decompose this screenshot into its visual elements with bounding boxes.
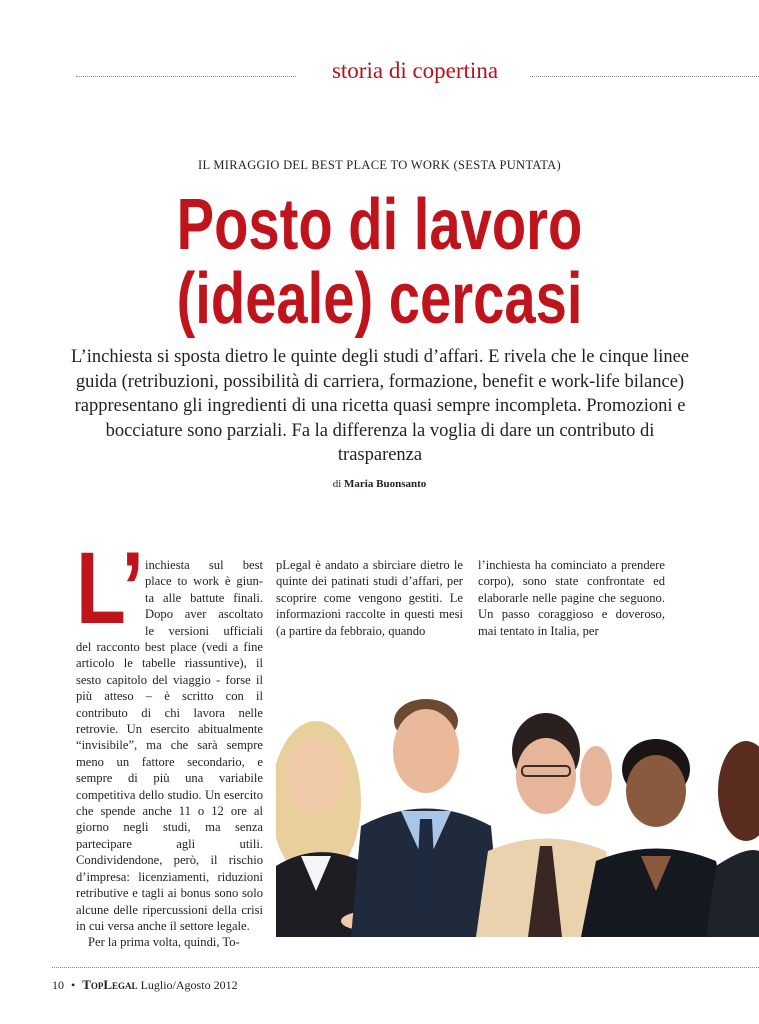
col1-line: le versioni ufficiali — [145, 623, 263, 638]
page-footer — [52, 977, 238, 993]
col1-line: place to work è giun- — [145, 574, 263, 589]
article-title-line-2: (ideale) cercasi — [176, 259, 583, 339]
byline-prefix: di — [332, 478, 342, 490]
column-1-body — [76, 639, 263, 951]
column-1-top — [145, 557, 263, 639]
article-kicker: IL MIRAGGIO DEL BEST PLACE TO WORK (SESTA PUNTATA) — [198, 158, 561, 172]
business-people-illustration — [276, 651, 759, 937]
author-name: Maria Buonsanto — [344, 478, 427, 490]
article-standfirst: L’inchiesta si sposta dietro le quinte degli studi d’affari. E rivela che le cinque linee guida (retribuzioni, possibilità di carriera, formazione, benefit e work-life bilance) rappresentano gli ingredienti di una ricetta quasi sempre incompleta. Promozioni e bocciature sono parziali. Fa la differenza la voglia di dare un contributo di trasparenza — [70, 347, 689, 465]
header-rule-right — [530, 76, 759, 77]
footer-rule — [52, 967, 759, 968]
header-rule-left — [76, 76, 296, 77]
column-2 — [276, 557, 463, 639]
group-photo — [276, 651, 759, 937]
section-title: storia di copertina — [331, 58, 499, 83]
col1-paragraph-last: Per la prima volta, quindi, To- — [88, 935, 240, 950]
drop-cap: L’ — [76, 531, 145, 645]
col1-line: ta alle battute finali. — [145, 590, 263, 605]
magazine-brand: TopLegal — [82, 977, 138, 992]
page-number: 10 — [52, 978, 64, 992]
col1-paragraph: del racconto best place (vedi a fine articolo le tabelle riassuntive), il sesto capitolo del viaggio - forse il più atteso – è scritto con il contributo di chi lavora nelle retrovie. Un esercito abitualmente “invisibile”, ma che sarà sempre meno un fattore secondario, e sempre di più una variabile competitiva dello studio. Un esercito che spende anche 11 o 12 ore al giorno negli studi, ma senza partecipare agli utili. Condividendone, però, il rischio d’impresa: licenziamenti, riduzioni retributive e tagli ai bonus sono solo alcune delle ripercussioni della crisi in cui versa anche il settore legale. — [76, 640, 263, 933]
col2-paragraph: pLegal è andato a sbirciare dietro le quinte dei patinati studi d’affari, per scoprire come vengono gestiti. Le informazioni raccolte in questi mesi (a partire da febbraio, quando — [276, 558, 463, 638]
byline — [0, 478, 759, 490]
issue-date: Luglio/Agosto 2012 — [140, 978, 238, 992]
col1-line: inchiesta sul best — [145, 558, 263, 572]
article-title-line-1: Posto di lavoro — [176, 185, 583, 265]
col1-line: Dopo aver ascoltato — [145, 607, 263, 622]
footer-bullet: • — [71, 978, 76, 992]
col3-paragraph: l’inchiesta ha cominciato a prendere corpo), sono state confrontate ed elaborarle nelle pagine che seguono. Un passo coraggioso e doveroso, mai tentato in Italia, per — [478, 558, 665, 638]
column-3 — [478, 557, 665, 639]
